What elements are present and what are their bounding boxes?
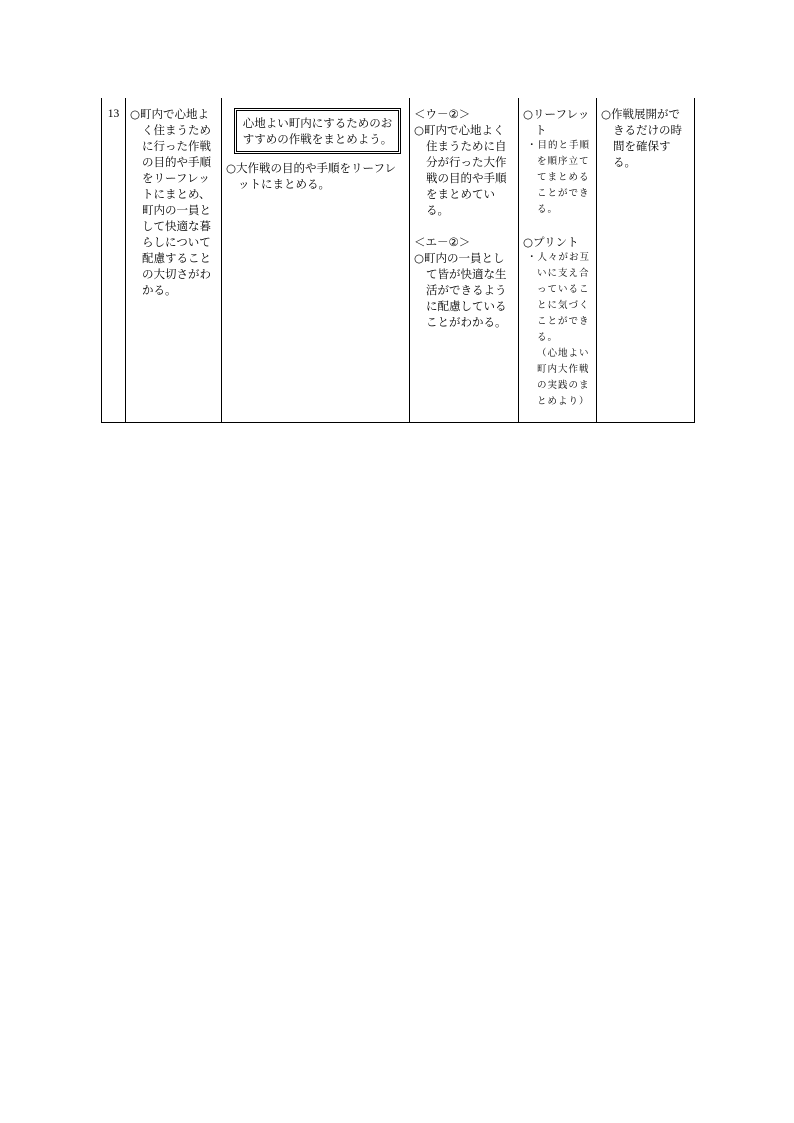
method-heading-2: ○プリント [523, 235, 579, 249]
remarks-cell [597, 98, 695, 422]
activity-cell [222, 98, 410, 422]
evaluation-item-2: ○町内の一員として皆が快適な生活ができるように配慮していることがわかる。 [414, 251, 507, 329]
method-heading-1: ○リーフレット [523, 107, 590, 137]
evaluation-heading-2: ＜エ－②＞ [414, 235, 471, 249]
remarks-text: ○作戦展開ができるだけの時間を確保する。 [601, 107, 682, 169]
method-cell [519, 98, 597, 422]
method-item-2: ・人々がお互いに支え合っていることに気づくことができる。 [527, 252, 591, 343]
spacer [414, 218, 514, 234]
evaluation-item-1: ○町内で心地よく住まうために自分が行った大作戦の目的や手順をまとめている。 [414, 123, 507, 217]
method-note: （心地よい町内大作戦の実践のまとめより） [537, 348, 590, 407]
activity-task-box: 心地よい町内にするためのおすすめの作戦をまとめよう。 [234, 108, 401, 154]
method-item-1: ・目的と手順を順序立ててまとめることができる。 [527, 140, 591, 215]
goal-cell [126, 98, 222, 422]
period-number-cell: 13 [102, 98, 126, 422]
table-row [102, 98, 695, 422]
goal-text: ○町内で心地よく住まうために行った作戦の目的や手順をリーフレットにまとめ、町内の一員として快適な暮らしについて配慮することの大切さがわかる。 [130, 107, 211, 297]
evaluation-cell [410, 98, 519, 422]
evaluation-heading-1: ＜ウ－②＞ [414, 107, 471, 121]
activity-item: ○大作戦の目的や手順をリーフレットにまとめる。 [226, 161, 396, 191]
lesson-plan-table [101, 98, 695, 423]
spacer [523, 218, 592, 234]
